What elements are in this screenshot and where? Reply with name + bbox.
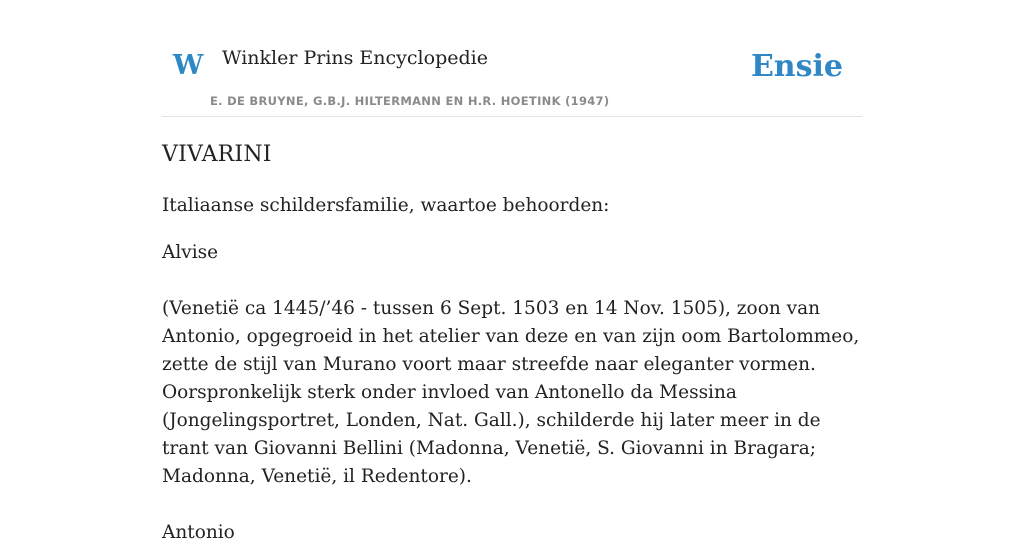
section-text-alvise: (Venetië ca 1445/’46 - tussen 6 Sept. 1503 en 14 Nov. 1505), zoon van Antonio, opgegroeid in het atelier van deze en van zijn oom Bartolommeo, zette de stijl van Murano voort maar streefde naar eleganter vormen. Oorspronkelijk sterk onder invloed van Antonello da Messina (Jongelingsportret, Londen, Nat. Gall.), schilderde hij later meer in de trant van Giovanni Bellini (Madonna, Venetië, S. Giovanni in Bragara; Madonna, Venetië, il Redentore). <box>162 298 860 487</box>
winkler-prins-logo[interactable]: W <box>173 50 204 81</box>
ensie-logo-link[interactable]: Ensie <box>750 49 843 84</box>
encyclopedia-title-link[interactable]: Winkler Prins Encyclopedie <box>222 47 488 69</box>
section-name-alvise: Alvise <box>162 242 219 263</box>
article-intro: Italiaanse schildersfamilie, waartoe behoorden: <box>162 195 610 216</box>
article <box>162 138 862 547</box>
article-title: VIVARINI <box>162 142 272 167</box>
section-name-antonio: Antonio <box>162 522 235 543</box>
site-header <box>162 0 862 117</box>
authors-line: E. DE BRUYNE, G.B.J. HILTERMANN EN H.R. HOETINK (1947) <box>210 94 610 108</box>
